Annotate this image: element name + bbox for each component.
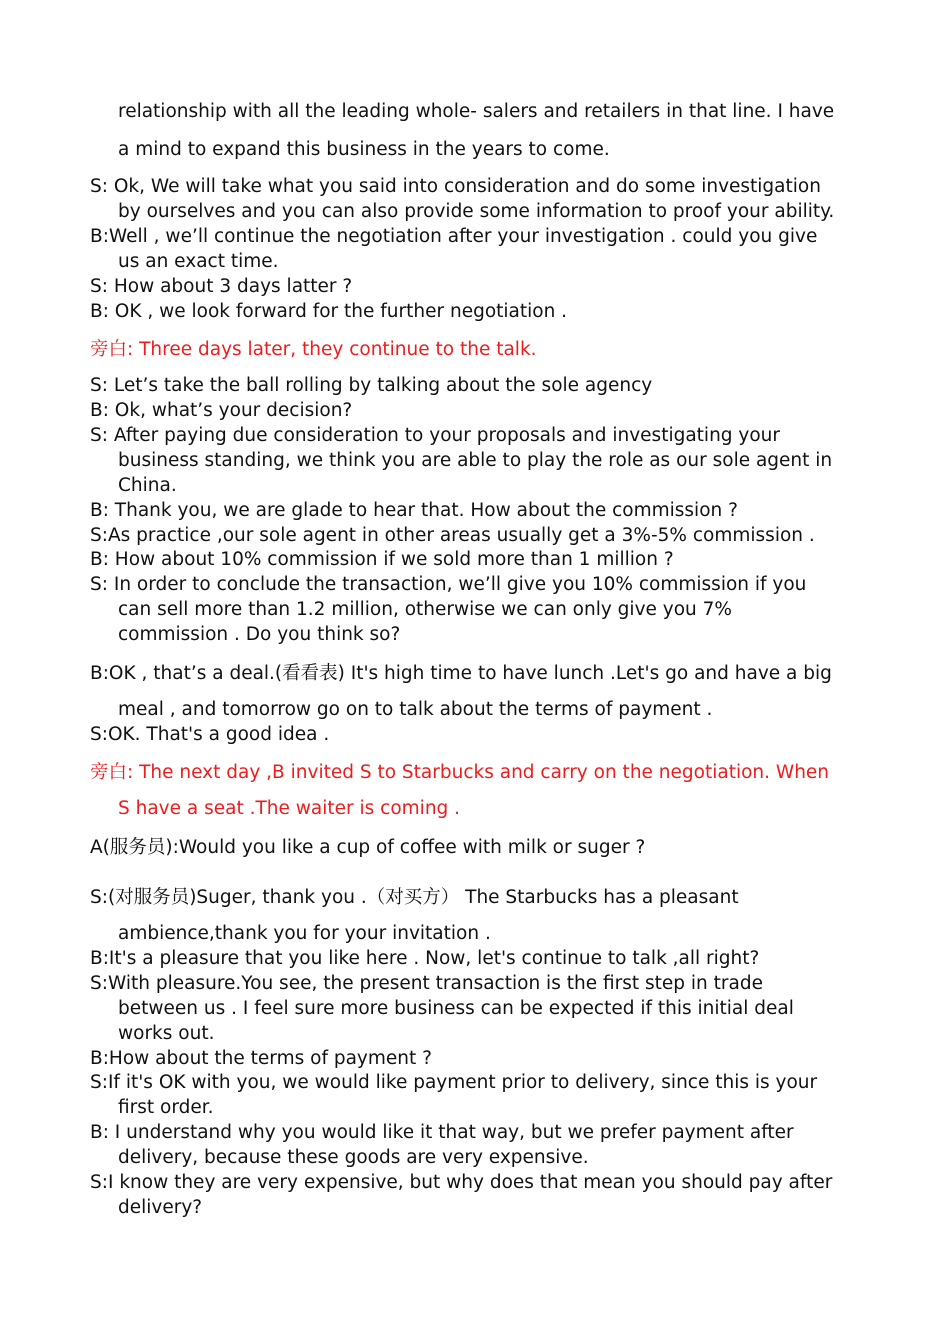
text-line: B: I understand why you would like it that way, but we prefer payment after xyxy=(90,1122,794,1143)
text-line: A(服务员):Would you like a cup of coffee with milk or suger ? xyxy=(90,837,646,858)
text-line: delivery? xyxy=(118,1197,203,1218)
narration-line: 旁白: Three days later, they continue to the talk. xyxy=(90,339,537,360)
narration-line: 旁白: The next day ,B invited S to Starbucks and carry on the negotiation. When xyxy=(90,762,830,783)
text-line: China. xyxy=(118,475,177,496)
narration-line: S have a seat .The waiter is coming . xyxy=(118,798,461,819)
text-line: S: How about 3 days latter ? xyxy=(90,276,353,297)
text-line: can sell more than 1.2 million, otherwise we can only give you 7% xyxy=(118,599,732,620)
text-line: delivery, because these goods are very expensive. xyxy=(118,1147,589,1168)
text-line: B:It's a pleasure that you like here . Now, let's continue to talk ,all right? xyxy=(90,948,760,969)
text-line: S:OK. That's a good idea . xyxy=(90,724,330,745)
text-line: B:OK , that’s a deal.(看看表) It's high time to have lunch .Let's go and have a big xyxy=(90,663,832,684)
text-line: S:With pleasure.You see, the present transaction is the first step in trade xyxy=(90,973,763,994)
text-line: B: How about 10% commission if we sold more than 1 million ? xyxy=(90,549,674,570)
text-line: relationship with all the leading whole- salers and retailers in that line. I have xyxy=(118,101,835,122)
text-line: commission . Do you think so? xyxy=(118,624,401,645)
text-line: S: Ok, We will take what you said into consideration and do some investigation xyxy=(90,176,821,197)
text-line: S: In order to conclude the transaction, we’ll give you 10% commission if you xyxy=(90,574,807,595)
text-line: B:Well , we’ll continue the negotiation after your investigation . could you give xyxy=(90,226,818,247)
text-line: us an exact time. xyxy=(118,251,279,272)
text-line: S:As practice ,our sole agent in other areas usually get a 3%-5% commission . xyxy=(90,525,815,546)
text-line: between us . I feel sure more business can be expected if this initial deal xyxy=(118,998,794,1019)
text-line: first order. xyxy=(118,1097,214,1118)
text-line: ambience,thank you for your invitation . xyxy=(118,923,491,944)
text-line: meal , and tomorrow go on to talk about the terms of payment . xyxy=(118,699,713,720)
text-line: S:I know they are very expensive, but why does that mean you should pay after xyxy=(90,1172,833,1193)
text-line: S:(对服务员)Suger, thank you .（对买方） The Starbucks has a pleasant xyxy=(90,887,739,908)
text-line: S: Let’s take the ball rolling by talking about the sole agency xyxy=(90,375,653,396)
text-line: B: OK , we look forward for the further negotiation . xyxy=(90,301,568,322)
text-line: B: Thank you, we are glade to hear that. How about the commission ? xyxy=(90,500,738,521)
text-line: S:If it's OK with you, we would like payment prior to delivery, since this is your xyxy=(90,1072,818,1093)
text-line: works out. xyxy=(118,1023,215,1044)
text-line: B: Ok, what’s your decision? xyxy=(90,400,353,421)
text-line: S: After paying due consideration to your proposals and investigating your xyxy=(90,425,781,446)
text-line: a mind to expand this business in the years to come. xyxy=(118,139,610,160)
text-line: B:How about the terms of payment ? xyxy=(90,1048,432,1069)
text-line: business standing, we think you are able to play the role as our sole agent in xyxy=(118,450,833,471)
text-line: by ourselves and you can also provide some information to proof your ability. xyxy=(118,201,835,222)
